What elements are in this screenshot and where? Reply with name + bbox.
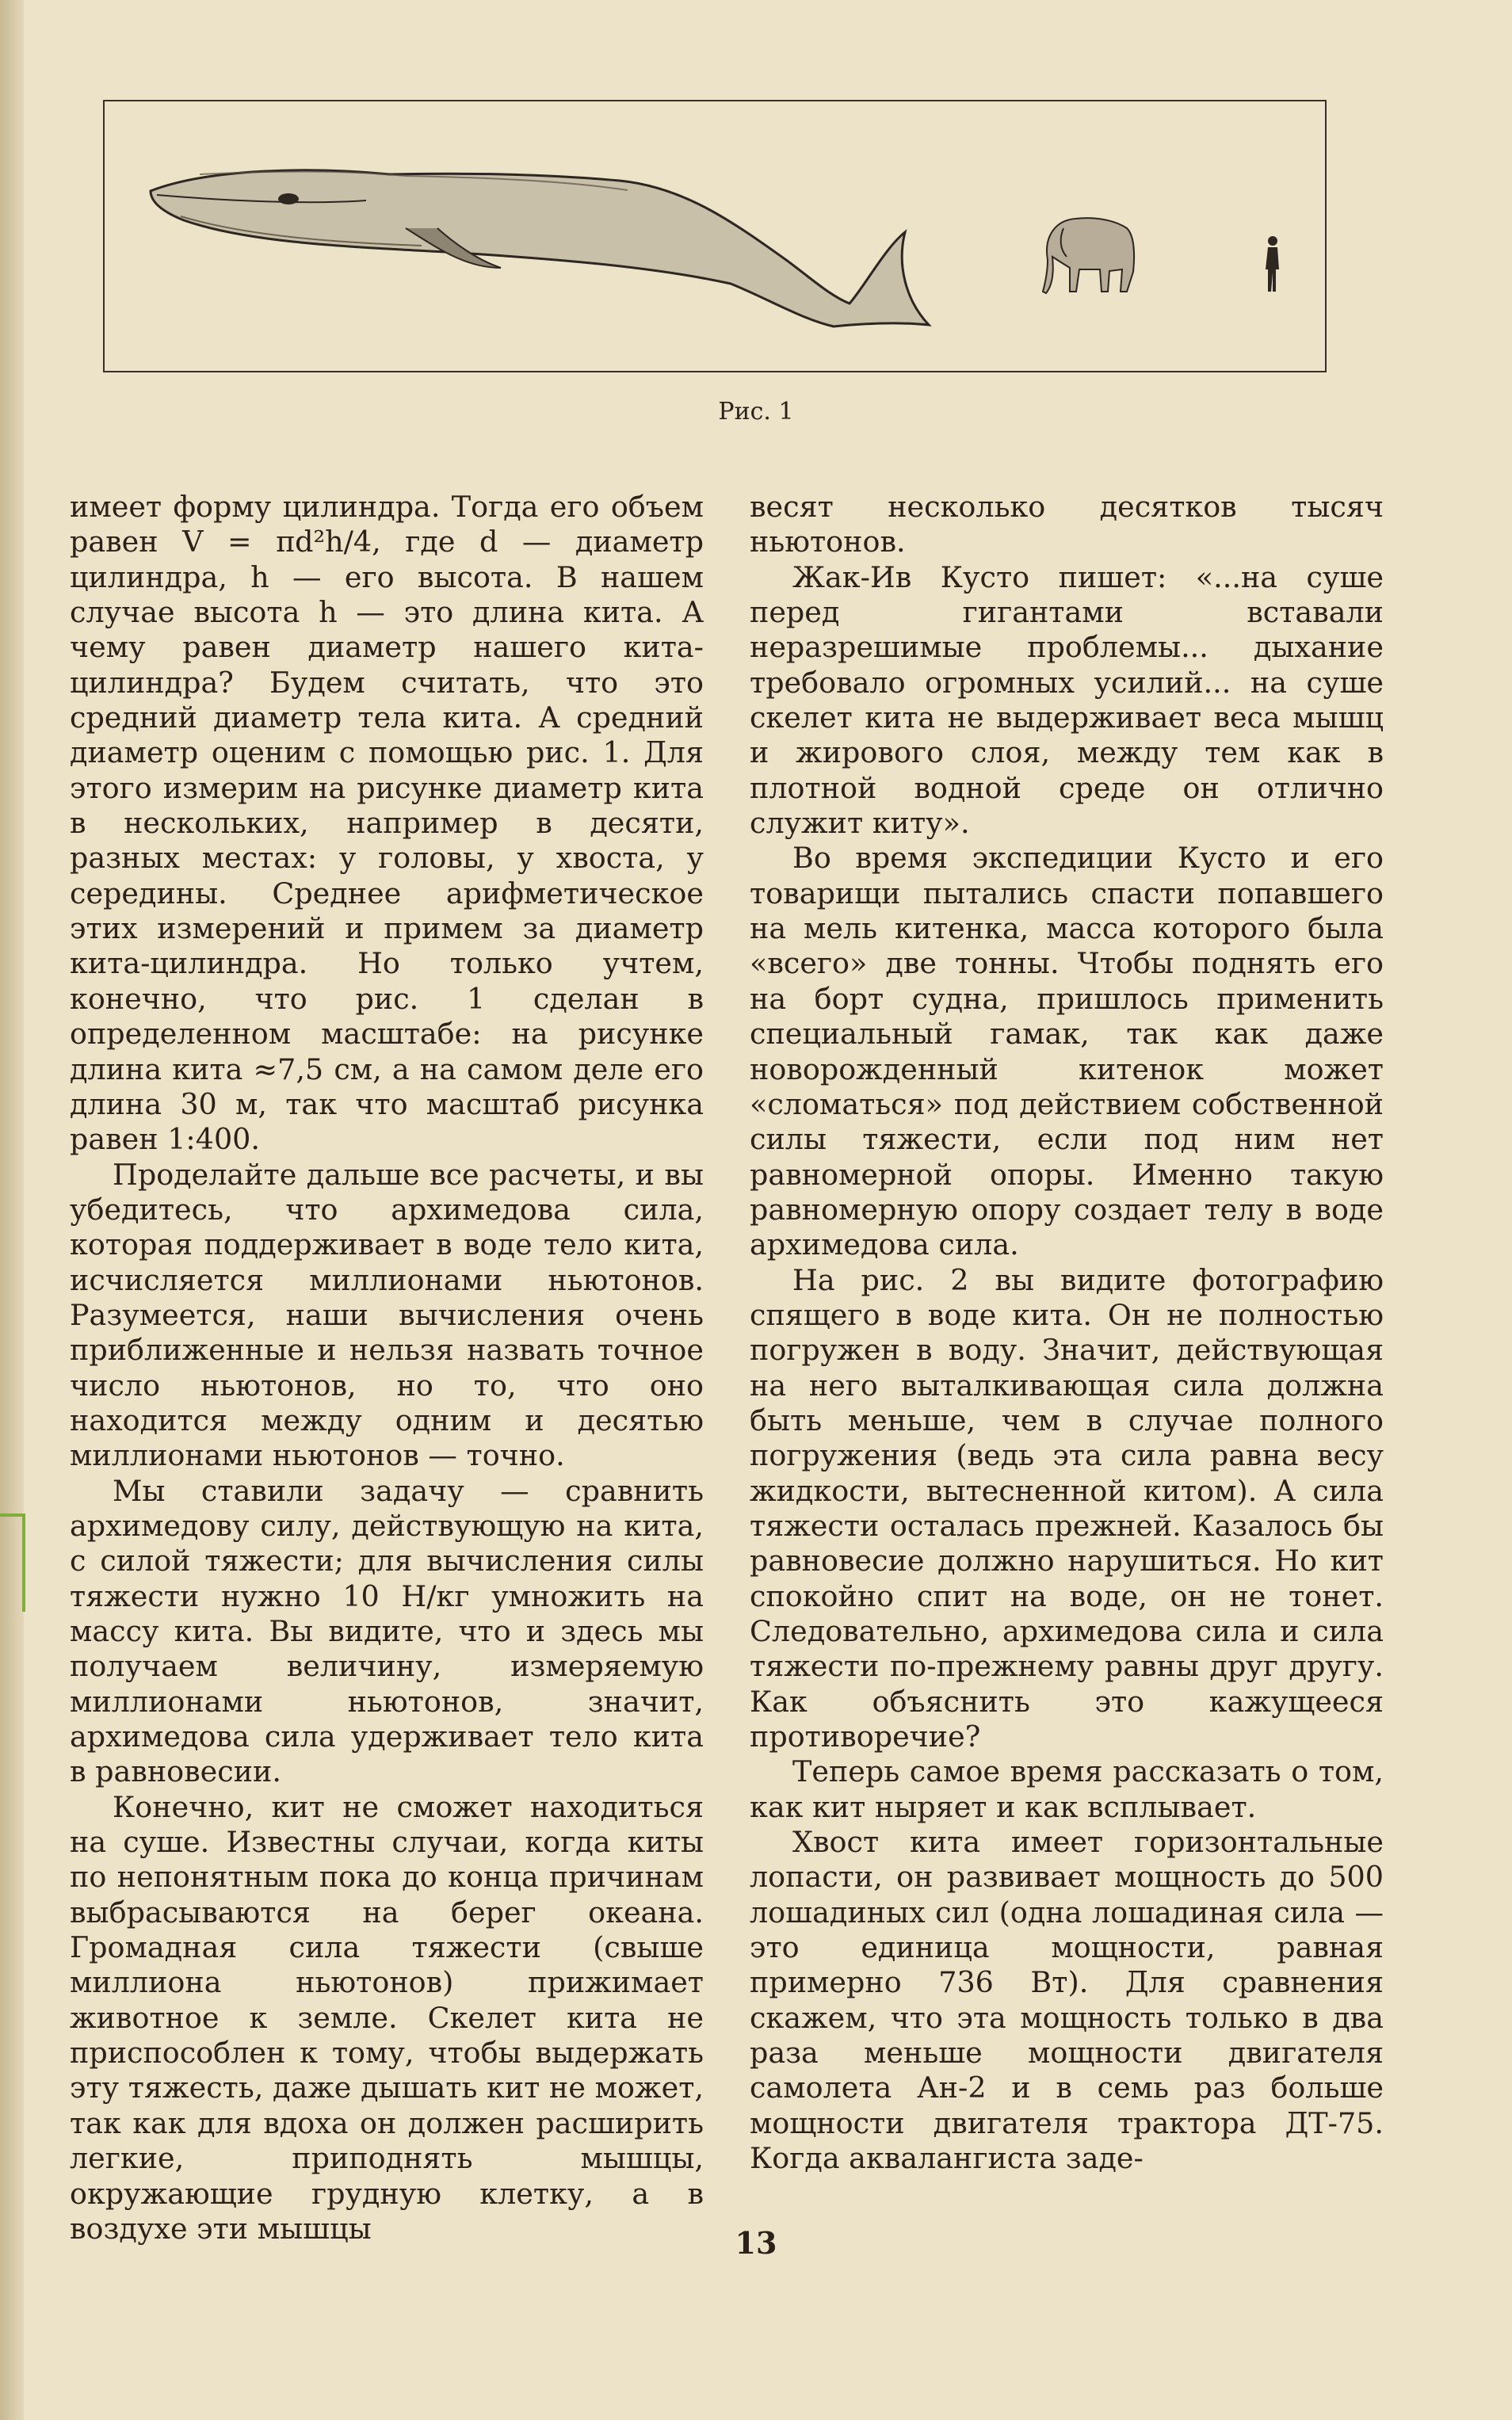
whale-elephant-human-illustration [105, 101, 1325, 371]
paragraph: весят несколько десятков тысяч ньютонов. [750, 490, 1384, 559]
paragraph: Конечно, кит не сможет находиться на суше. Известны случаи, когда киты по непонятным пока до конца причинам выбрасываются на берег океана. Громадная сила тяжести (свыше миллиона ньютонов) прижимает животное к земле. Скелет кита не приспособлен к тому, чтобы выдержать эту тяжесть, даже дышать кит не может, так как для вдоха он должен расширить легкие, приподнять мышцы, окружающие грудную клетку, а в воздухе эти мышцы [70, 1789, 704, 2246]
paragraph: Теперь самое время рассказать о том, как кит ныряет и как всплывает. [750, 1754, 1384, 1824]
right-text-column [750, 490, 1384, 2177]
figure-1 [103, 100, 1327, 372]
paragraph: Во время экспедиции Кусто и его товарищи пытались спасти попавшего на мель китенка, масса которого была «всего» две тонны. Чтобы поднять его на борт судна, пришлось применить специальный гамак, так как даже новорожденный китенок может «сломаться» под действием собственной силы тяжести, если под ним нет равномерной опоры. Именно такую равномерную опору создает телу в воде архимедова сила. [750, 841, 1384, 1262]
paragraph: На рис. 2 вы видите фотографию спящего в воде кита. Он не полностью погружен в воду. Значит, действующая на него выталкивающая сила должна быть меньше, чем в случае полного погружения (ведь эта сила равна весу жидкости, вытесненной китом). А сила тяжести осталась прежней. Казалось бы равновесие должно нарушиться. Но кит спокойно спит на воде, он не тонет. Следовательно, архимедова сила и сила тяжести по-прежнему равны друг другу. Как объяснить это кажущееся противоречие? [750, 1262, 1384, 1754]
paragraph: имеет форму цилиндра. Тогда его объем равен V = πd²h/4, где d — диаметр цилиндра, h — его высота. В нашем случае высота h — это длина кита. А чему равен диаметр нашего кита-цилиндра? Будем считать, что это средний диаметр тела кита. А средний диаметр оценим с помощью рис. 1. Для этого измерим на рисунке диаметр кита в нескольких, например в десяти, разных местах: у головы, у хвоста, у середины. Среднее арифметическое этих измерений и примем за диаметр кита-цилиндра. Но только учтем, конечно, что рис. 1 сделан в определенном масштабе: на рисунке длина кита ≈7,5 см, а на самом деле его длина 30 м, так что масштаб рисунка равен 1:400. [70, 490, 704, 1157]
page-number: 13 [735, 2225, 777, 2261]
paragraph: Жак-Ив Кусто пишет: «...на суше перед гигантами вставали неразрешимые проблемы... дыхание требовало огромных усилий... на суше скелет кита не выдерживает веса мышц и жирового слоя, между тем как в плотной водной среде он отлично служит киту». [750, 559, 1384, 841]
elephant-drawing [1043, 218, 1134, 293]
whale-drawing [151, 170, 929, 326]
figure-caption: Рис. 1 [718, 398, 794, 426]
paragraph: Мы ставили задачу — сравнить архимедову силу, действующую на кита, с силой тяжести; для вычисления силы тяжести нужно 10 Н/кг умножить на массу кита. Вы видите, что и здесь мы получаем величину, измеряемую миллионами ньютонов, значит, архимедова сила удерживает тело кита в равновесии. [70, 1473, 704, 1789]
paragraph: Хвост кита имеет горизонтальные лопасти, он развивает мощность до 500 лошадиных сил (одна лошадиная сила — это единица мощности, равная примерно 736 Вт). Для сравнения скажем, что эта мощность только в два раза меньше мощности двигателя самолета Ан-2 и в семь раз больше мощности двигателя трактора ДТ-75. Когда аквалангиста заде- [750, 1825, 1384, 2176]
left-text-column [70, 490, 704, 2246]
page-spine-edge [0, 0, 24, 2420]
margin-mark [0, 1513, 25, 1612]
human-figure-drawing [1266, 236, 1279, 292]
paragraph: Проделайте дальше все расчеты, и вы убедитесь, что архимедова сила, которая поддерживает в воде тело кита, исчисляется миллионами ньютонов. Разумеется, наши вычисления очень приближенные и нельзя назвать точное число ньютонов, но то, что оно находится между одним и десятью миллионами ньютонов — точно. [70, 1157, 704, 1473]
